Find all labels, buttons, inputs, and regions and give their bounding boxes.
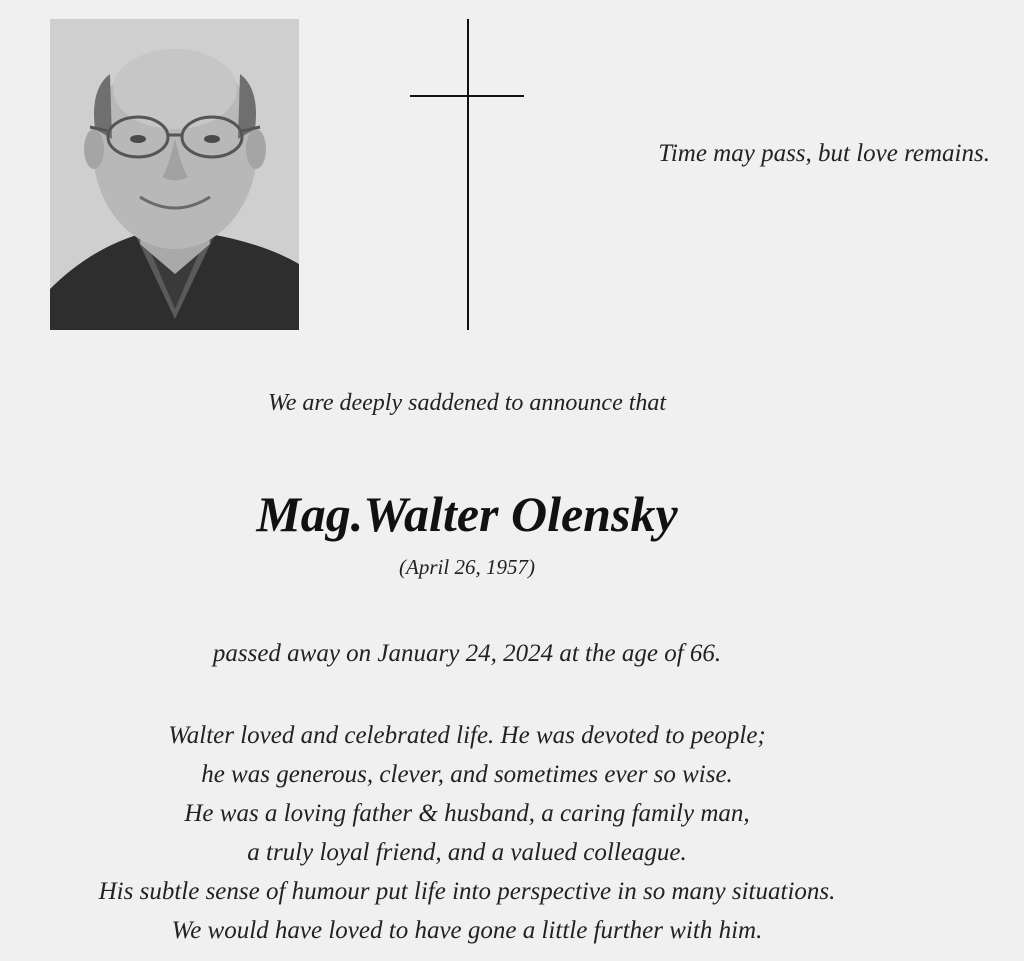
tribute-line: he was generous, clever, and sometimes ever so wise. bbox=[201, 761, 733, 788]
tribute-line: Walter loved and celebrated life. He was devoted to people; bbox=[168, 722, 766, 749]
motto-text: Time may pass, but love remains. bbox=[658, 140, 990, 167]
cross-horizontal-bar bbox=[410, 95, 524, 97]
birth-date: (April 26, 1957) bbox=[399, 555, 535, 579]
tribute-line: He was a loving father & husband, a caring family man, bbox=[184, 800, 750, 827]
tribute-text bbox=[0, 716, 934, 950]
portrait-image bbox=[50, 19, 299, 330]
announcement-intro: We are deeply saddened to announce that bbox=[267, 390, 667, 416]
portrait-photo bbox=[50, 19, 299, 330]
passing-statement: passed away on January 24, 2024 at the age of 66. bbox=[212, 640, 722, 667]
tribute-line: We would have loved to have gone a little further with him. bbox=[171, 917, 763, 944]
tribute-line: a truly loyal friend, and a valued colleague. bbox=[247, 839, 687, 866]
deceased-name: Mag.Walter Olensky bbox=[256, 486, 678, 542]
tribute-line: His subtle sense of humour put life into perspective in so many situations. bbox=[98, 878, 836, 905]
cross-vertical-bar bbox=[467, 19, 469, 330]
